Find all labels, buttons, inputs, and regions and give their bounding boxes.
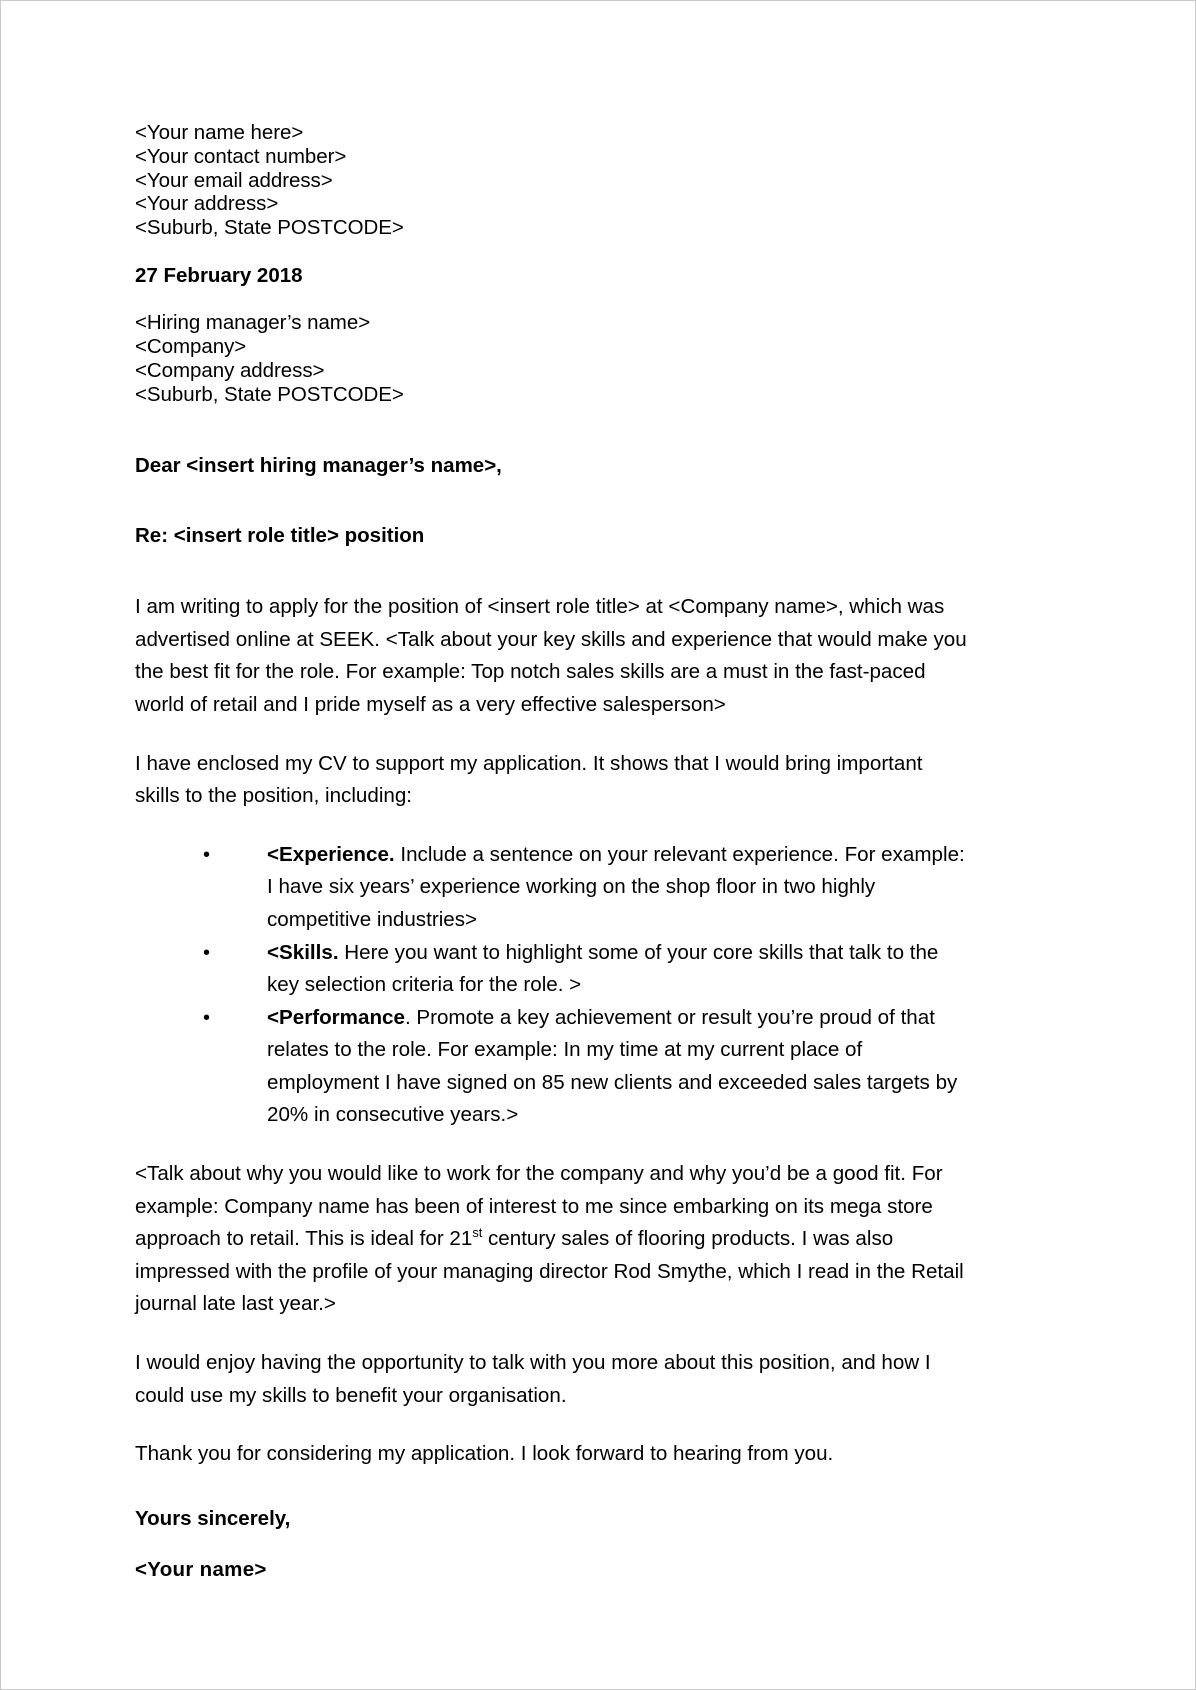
body-paragraph-3 xyxy=(135,1158,970,1321)
body-paragraph-4: I would enjoy having the opportunity to talk with you more about this position, and how I could use my skills to benefit your organisation. xyxy=(135,1351,931,1407)
skills-bullet-list xyxy=(135,839,970,1132)
signature-line: <Your name> xyxy=(135,1557,267,1581)
recipient-suburb-line: <Suburb, State POSTCODE> xyxy=(135,382,404,406)
bullet-text-skills: Here you want to highlight some of your core skills that talk to the key selection criteria for the role. > xyxy=(267,940,939,997)
body-paragraph-1: I am writing to apply for the position of <insert role title> at <Company name>, which was advertised online at SEEK. <Talk about your key skills and experience that would make you the best fit for the role. For example: Top notch sales skills are a must in the fast-paced world of retail and I pride myself as a very effective salesperson> xyxy=(135,595,967,716)
sender-suburb-line: <Suburb, State POSTCODE> xyxy=(135,216,404,240)
recipient-company-address-line: <Company address> xyxy=(135,358,325,382)
sender-address-block xyxy=(135,121,970,240)
paragraph-3-text-after: century sales of flooring products. I was also impressed with the profile of your managing director Rod Smythe, which I read in the Retail journal late last year.> xyxy=(135,1227,964,1316)
body-paragraph-5: Thank you for considering my application. I look forward to hearing from you. xyxy=(135,1442,834,1466)
bullet-text-experience: Include a sentence on your relevant experience. For example: I have six years’ experience working on the shop floor in two highly competitive industries> xyxy=(267,842,965,931)
letter-body xyxy=(135,121,970,1581)
bullet-lead-experience: <Experience. xyxy=(267,842,395,866)
ordinal-superscript: st xyxy=(472,1225,483,1241)
recipient-company-line: <Company> xyxy=(135,335,247,359)
letter-date: 27 February 2018 xyxy=(135,263,303,287)
bullet-lead-performance: <Performance xyxy=(267,1005,405,1029)
sender-name-line: <Your name here> xyxy=(135,121,304,144)
subject-line: Re: <insert role title> position xyxy=(135,524,425,548)
list-item xyxy=(203,1002,970,1132)
bullet-lead-skills: <Skills. xyxy=(267,940,339,964)
recipient-name-line: <Hiring manager’s name> xyxy=(135,311,371,335)
paragraph-3-text-before: <Talk about why you would like to work for the company and why you’d be a good fit. For example: Company name has been of interest to me since embarking on its mega store approach to retail. This is ideal for 21 xyxy=(135,1162,943,1251)
closing-line: Yours sincerely, xyxy=(135,1506,291,1530)
list-item xyxy=(203,839,970,937)
recipient-address-block xyxy=(135,311,970,406)
sender-email-line: <Your email address> xyxy=(135,168,333,192)
salutation: Dear <insert hiring manager’s name>, xyxy=(135,453,502,477)
body-paragraph-2: I have enclosed my CV to support my application. It shows that I would bring important skills to the position, including: xyxy=(135,751,923,808)
sender-street-line: <Your address> xyxy=(135,192,279,216)
sender-phone-line: <Your contact number> xyxy=(135,144,347,168)
list-item xyxy=(203,937,970,1002)
bullet-text-performance: . Promote a key achievement or result you’re proud of that relates to the role. For example: In my time at my current place of employment I have signed on 85 new clients and exceeded sales targets by 20% in consecutive years.> xyxy=(267,1005,958,1127)
